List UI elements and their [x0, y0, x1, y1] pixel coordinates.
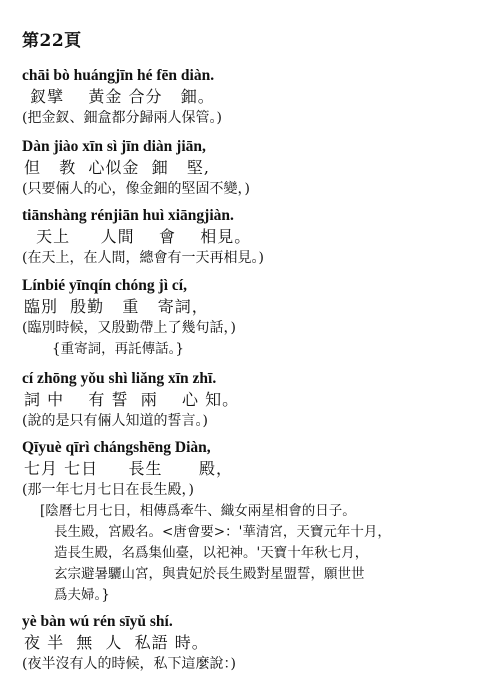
pinyin-line: tiānshàng rénjiān huì xiāngjiàn.: [22, 207, 234, 224]
page-number-label: 第22頁: [22, 31, 82, 51]
chinese-line: 詞 中 有 誓 兩 心 知。: [24, 390, 240, 409]
chinese-line: 但 教 心似金 鈿 堅,: [24, 158, 210, 177]
pinyin-line: Dàn jiào xīn sì jīn diàn jiān,: [22, 138, 206, 155]
annotation-note-line: 造長生殿，名爲集仙臺，以祀神。'天寶十年秋七月，: [54, 545, 369, 561]
stanza-1: [22, 66, 492, 129]
annotation-note: {重寄詞，再託傳話。}: [52, 341, 184, 357]
stanza-4: [22, 276, 492, 360]
pinyin-line: chāi bò huángjīn hé fēn diàn.: [22, 67, 215, 84]
chinese-line: 天上 人間 會 相見。: [24, 227, 252, 246]
translation-line: (在天上，在人間，總會有一天再相見。): [22, 250, 264, 266]
chinese-line: 釵擘 黃金 合分 鈿。: [24, 87, 215, 106]
chinese-line: 夜 半 無 人 私語 時。: [24, 633, 209, 652]
annotation-note-line: 長生殿，宮殿名。<唐會要>：'華清宮，天寶元年十月，: [54, 524, 391, 540]
translation-line: (那一年七月七日在長生殿，): [22, 482, 194, 498]
annotation-note-line: [陰曆七月七日，相傳爲牽牛、織女兩星相會的日子。: [40, 503, 356, 519]
translation-line: (臨別時候，又殷勤帶上了幾句話，): [22, 320, 236, 336]
chinese-line: 七月 七日 長生 殿，: [24, 459, 234, 478]
annotation-note-line: 爲夫婦。}: [54, 587, 110, 603]
stanza-7: [22, 612, 492, 675]
pinyin-line: Línbié yīnqín chóng jì cí,: [22, 277, 187, 294]
translation-line: (只要倆人的心，像金鈿的堅固不變，): [22, 181, 250, 197]
translation-line: (把金釵、鈿盒都分歸兩人保管。): [22, 110, 222, 126]
translation-line: (夜半沒有人的時候，私下這麼說：): [22, 656, 236, 672]
stanza-5: [22, 369, 492, 432]
pinyin-line: cí zhōng yǒu shì liǎng xīn zhī.: [22, 370, 217, 387]
pinyin-line: yè bàn wú rén sīyǔ shí.: [22, 613, 173, 630]
pinyin-line: Qīyuè qīrì chángshēng Diàn,: [22, 439, 211, 456]
stanza-6: [22, 438, 492, 606]
annotation-note-line: 玄宗避暑驪山宮，與貴妃於長生殿對星盟誓，願世世: [54, 566, 365, 582]
annotation-note-block: [40, 501, 480, 606]
translation-line: (說的是只有倆人知道的誓言。): [22, 413, 208, 429]
stanza-3: [22, 206, 492, 269]
chinese-line: 臨別 殷勤 重 寄詞，: [24, 297, 209, 316]
stanza-2: [22, 137, 492, 200]
